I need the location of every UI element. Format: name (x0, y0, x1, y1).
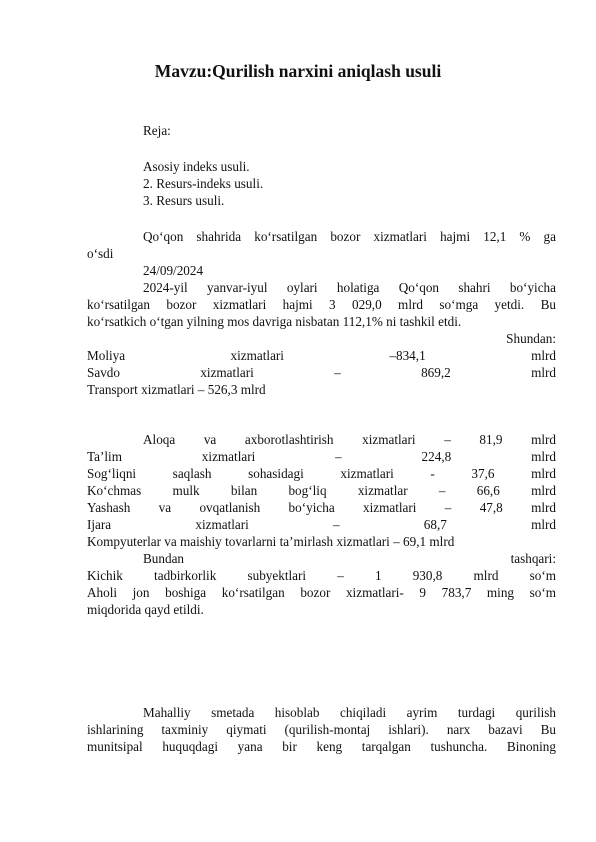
list-line: Ta’lim xizmatlari – 224,8 mlrd (87, 449, 556, 464)
paragraph-line: ko‘rsatkich o‘tgan yilning mos davriga nisbatan 112,1% ni tashkil etdi. (87, 314, 462, 329)
paragraph-line: o‘sdi (87, 246, 114, 261)
paragraph-line: Shundan: (506, 331, 556, 346)
list-line: Sog‘liqni saqlash sohasidagi xizmatlari - 37,6 mlrd (87, 466, 556, 481)
plan-item-3: 3. Resurs usuli. (143, 193, 225, 208)
list-line: Transport xizmatlari – 526,3 mlrd (87, 382, 266, 397)
paragraph-line: Mahalliy smetada hisoblab chiqiladi ayrim turdagi qurilish (143, 705, 556, 720)
list-line: Yashash va ovqatlanish bo‘yicha xizmatlari – 47,8 mlrd (87, 500, 556, 515)
plan-item-2: 2. Resurs-indeks usuli. (143, 176, 264, 191)
paragraph-line: ishlarining taxminiy qiymati (qurilish-montaj ishlari). narx bazavi Bu (87, 722, 556, 737)
paragraph-line: munitsipal huquqdagi yana bir keng tarqalgan tushuncha. Binoning (87, 739, 556, 754)
list-line: Kichik tadbirkorlik subyektlari – 1 930,8 mlrd so‘m (87, 568, 556, 583)
list-line: Ko‘chmas mulk bilan bog‘liq xizmatlar – 66,6 mlrd (87, 483, 556, 498)
paragraph-line: Qo‘qon shahrida ko‘rsatilgan bozor xizmatlari hajmi 12,1 % ga (143, 229, 556, 244)
list-line: Aholi jon boshiga ko‘rsatilgan bozor xizmatlari- 9 783,7 ming so‘m (87, 585, 556, 600)
plan-item-1: Asosiy indeks usuli. (143, 159, 250, 174)
paragraph-line: ko‘rsatilgan bozor xizmatlari hajmi 3 029,0 mlrd so‘mga yetdi. Bu (87, 297, 556, 312)
plan-heading: Reja: (143, 123, 171, 138)
list-line: Moliya xizmatlari –834,1 mlrd (87, 348, 556, 363)
list-line: Bundan tashqari: (143, 551, 556, 566)
paragraph-line: 2024-yil yanvar-iyul oylari holatiga Qo‘qon shahri bo‘yicha (143, 280, 556, 295)
list-line: Ijara xizmatlari – 68,7 mlrd (87, 517, 556, 532)
page-title: Mavzu:Qurilish narxini aniqlash usuli (154, 61, 442, 81)
list-line: Kompyuterlar va maishiy tovarlarni ta’mirlash xizmatlari – 69,1 mlrd (87, 534, 455, 549)
list-line: miqdorida qayd etildi. (87, 602, 204, 617)
list-line: Aloqa va axborotlashtirish xizmatlari – 81,9 mlrd (143, 432, 556, 447)
date-line: 24/09/2024 (143, 263, 204, 278)
list-line: Savdo xizmatlari – 869,2 mlrd (87, 365, 556, 380)
